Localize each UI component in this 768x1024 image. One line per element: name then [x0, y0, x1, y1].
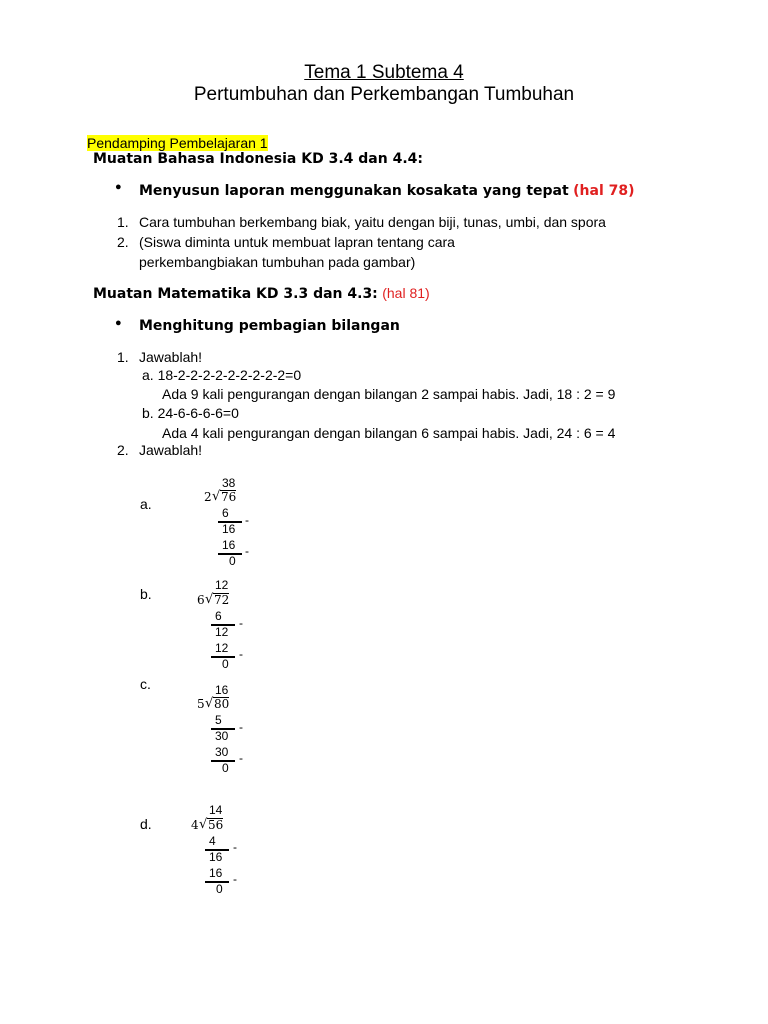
subitem-b-note: Ada 4 kali pengurangan dengan bilangan 6 sampai habis. Jadi, 24 : 6 = 4	[162, 425, 616, 441]
page-title-line1: Tema 1 Subtema 4	[304, 62, 464, 83]
division-divisor: 4	[191, 818, 199, 832]
section2-heading-row	[93, 285, 430, 303]
list-item: Jawablah!	[139, 442, 203, 458]
list-number: 1.	[117, 349, 129, 365]
division-remainder: 0	[229, 554, 236, 568]
minus-sign: -	[233, 872, 237, 886]
list-item: Jawablah!	[139, 349, 203, 365]
division-step: 16	[222, 522, 236, 536]
division-quotient: 16	[215, 683, 229, 697]
minus-sign: -	[239, 616, 243, 630]
division-dividend: 72	[214, 593, 230, 607]
division-dividend: 76	[221, 490, 237, 504]
radical-icon: √	[212, 489, 221, 504]
division-quotient: 14	[209, 803, 223, 817]
radical-icon: √	[205, 592, 214, 607]
radical-icon: √	[205, 696, 214, 711]
division-step: 12	[215, 625, 229, 639]
division-dividend: 56	[208, 818, 224, 832]
minus-sign: -	[233, 840, 237, 854]
page-title-line2: Pertumbuhan dan Perkembangan Tumbuhan	[193, 84, 575, 105]
division-step: 6	[222, 506, 229, 520]
subitem-b: b. 24-6-6-6-6=0	[142, 405, 239, 421]
division-step: 12	[215, 641, 229, 655]
list-number: 2.	[117, 442, 129, 458]
division-remainder: 0	[216, 882, 223, 896]
division-step: 5	[215, 713, 222, 727]
section2-bullet: Menghitung pembagian bilangan	[139, 318, 400, 334]
division-divisor: 2	[204, 490, 212, 504]
division-step: 16	[209, 850, 223, 864]
list-item-continued: perkembangbiakan tumbuhan pada gambar)	[139, 254, 416, 270]
section1-bullet	[139, 182, 635, 200]
minus-sign: -	[239, 751, 243, 765]
division-quotient: 38	[222, 476, 236, 490]
bullet-icon: ●	[115, 317, 122, 329]
division-step: 16	[209, 866, 223, 880]
minus-sign: -	[245, 513, 249, 527]
division-remainder: 0	[222, 761, 229, 775]
division-label: d.	[140, 816, 152, 832]
section1-heading: Muatan Bahasa Indonesia KD 3.4 dan 4.4:	[93, 151, 423, 167]
section2-heading: Muatan Matematika KD 3.3 dan 4.3:	[93, 286, 378, 302]
division-label: a.	[140, 496, 152, 512]
division-label: b.	[140, 586, 152, 602]
minus-sign: -	[239, 720, 243, 734]
division-step: 6	[215, 609, 222, 623]
division-divisor: 6	[197, 593, 205, 607]
division-step: 30	[215, 745, 229, 759]
section2-heading-ref: (hal 81)	[382, 285, 430, 301]
subitem-a-note: Ada 9 kali pengurangan dengan bilangan 2 sampai habis. Jadi, 18 : 2 = 9	[162, 386, 616, 402]
subitem-a: a. 18-2-2-2-2-2-2-2-2-2=0	[142, 367, 302, 383]
bullet-icon: ●	[115, 181, 122, 193]
division-step: 4	[209, 834, 216, 848]
list-item: Cara tumbuhan berkembang biak, yaitu dengan biji, tunas, umbi, dan spora	[139, 214, 606, 230]
division-step: 16	[222, 538, 236, 552]
list-item: (Siswa diminta untuk membuat lapran tentang cara	[139, 234, 455, 250]
division-remainder: 0	[222, 657, 229, 671]
list-number: 1.	[117, 214, 129, 230]
list-number: 2.	[117, 234, 129, 250]
highlight-label: Pendamping Pembelajaran 1	[87, 135, 268, 151]
minus-sign: -	[239, 647, 243, 661]
division-divisor: 5	[197, 697, 205, 711]
radical-icon: √	[199, 817, 208, 832]
division-dividend: 80	[214, 697, 230, 711]
division-step: 30	[215, 729, 229, 743]
minus-sign: -	[245, 544, 249, 558]
division-label: c.	[140, 676, 151, 692]
division-quotient: 12	[215, 578, 229, 592]
section1-bullet-text: Menyusun laporan menggunakan kosakata yang tepat	[139, 183, 569, 199]
section1-bullet-ref: (hal 78)	[573, 183, 635, 199]
